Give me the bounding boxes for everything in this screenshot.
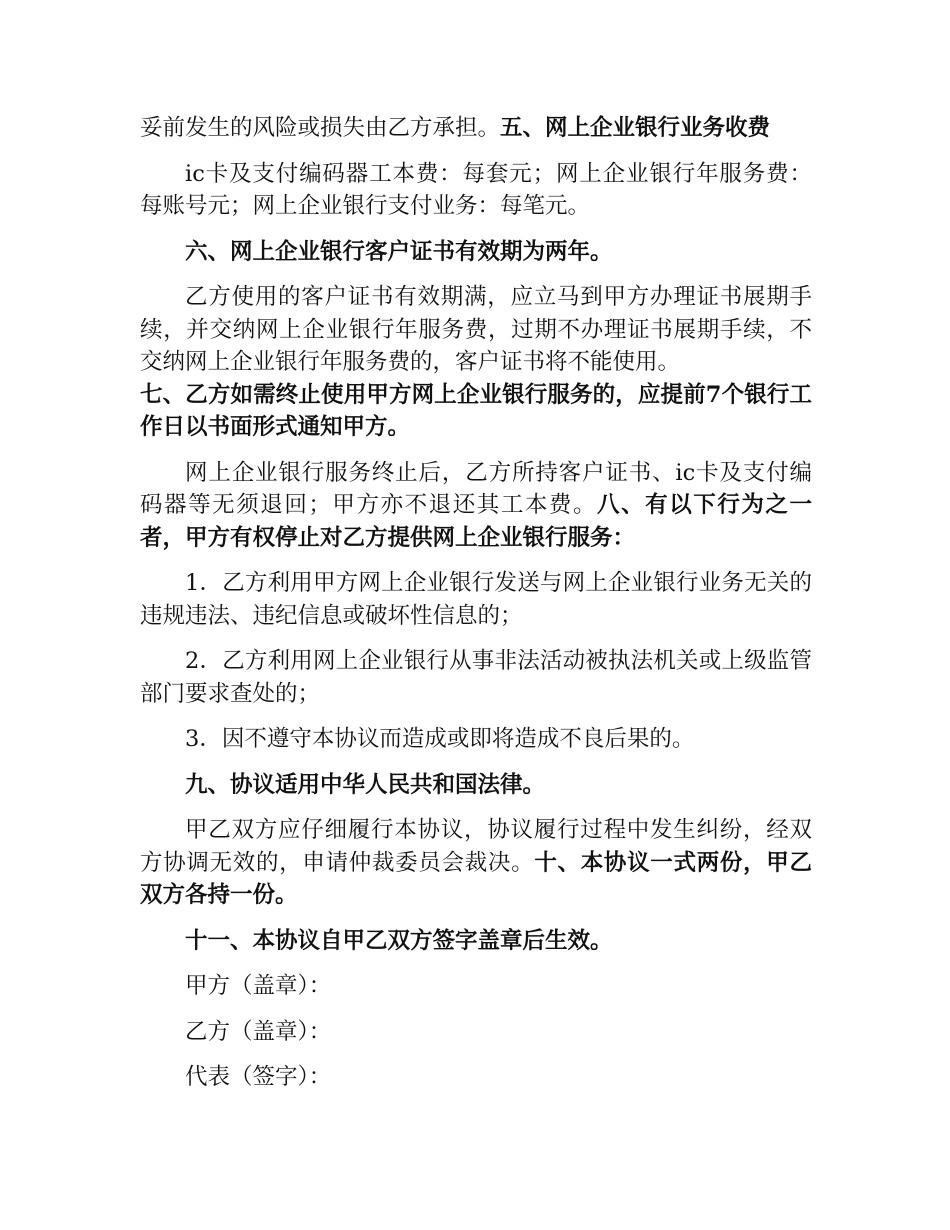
text-run: 十一、本协议自甲乙双方签字盖章后生效。	[185, 927, 613, 954]
signature-line-party-b	[140, 1016, 812, 1049]
section-heading-10: 十、本协议一式两份，甲乙双方各持一份。	[140, 849, 812, 908]
list-item-3	[140, 723, 812, 756]
text-run: 甲方（盖章）：	[185, 973, 332, 999]
signature-line-representative	[140, 1061, 812, 1094]
list-item-2	[140, 645, 812, 710]
document-page	[140, 112, 812, 1107]
text-run: 2．乙方利用网上企业银行从事非法活动被执法机关或上级监管部门要求查处的；	[140, 648, 812, 707]
text-run: 3．因不遵守本协议而造成或即将造成不良后果的。	[185, 726, 695, 752]
section-heading-8: 八、有以下行为之一者，甲方有权停止对乙方提供网上企业银行服务：	[140, 492, 812, 551]
text-run: 甲乙双方应仔细履行本协议，协议履行过程中发生纠纷，经双方协调无效的，申请仲裁委员会裁决。	[140, 817, 812, 876]
text-run: 乙方（盖章）：	[185, 1018, 332, 1045]
list-item-1	[140, 567, 812, 632]
text-run: ic卡及支付编码器工本费：每套元；网上企业银行年服务费：每账号元；网上企业银行支付业务：每笔元。	[140, 160, 812, 219]
text-run: 七、乙方如需终止使用甲方网上企业银行服务的，应提前7个银行工作日以书面形式通知甲方。	[140, 381, 812, 440]
text-run: 代表（签字）：	[185, 1064, 332, 1090]
signature-line-party-a	[140, 970, 812, 1003]
section-heading-9	[140, 769, 812, 802]
text-run: 乙方使用的客户证书有效期满，应立马到甲方办理证书展期手续，并交纳网上企业银行年服务费，过期不办理证书展期手续，不交纳网上企业银行年服务费的，客户证书将不能使用。	[140, 284, 812, 375]
paragraph-risk-and-fees-heading	[140, 112, 812, 145]
section-heading-5: 五、网上企业银行业务收费	[500, 115, 771, 141]
text-run: 1．乙方利用甲方网上企业银行发送与网上企业银行业务无关的违规违法、违纪信息或破坏性信息的；	[140, 570, 812, 629]
text-run: 九、协议适用中华人民共和国法律。	[185, 771, 546, 798]
text-run: 六、网上企业银行客户证书有效期为两年。	[185, 238, 613, 265]
text-run: 网上企业银行服务终止后，乙方所持客户证书、ic卡及支付编码器等无须退回；甲方亦不退还其工本费。	[140, 459, 812, 518]
paragraph-disputes-and-heading-10	[140, 814, 812, 912]
section-heading-7	[140, 379, 812, 444]
paragraph-fee-details	[140, 158, 812, 223]
text-run: 妥前发生的风险或损失由乙方承担。	[140, 115, 501, 141]
paragraph-termination-and-heading-8	[140, 457, 812, 555]
section-heading-11	[140, 925, 812, 958]
paragraph-certificate-renewal	[140, 281, 812, 379]
section-heading-6	[140, 236, 812, 269]
